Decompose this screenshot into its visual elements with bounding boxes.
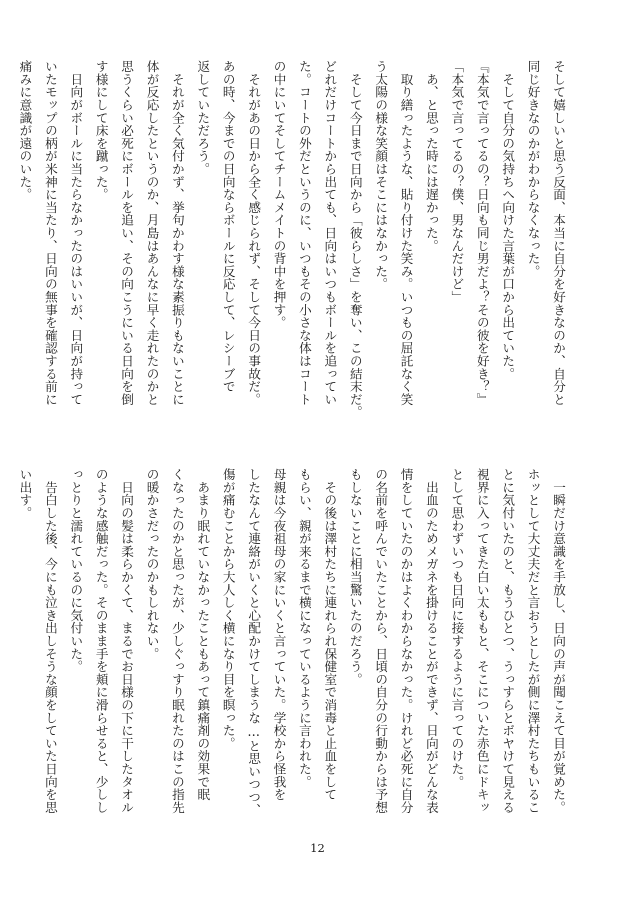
- text-line: 返していただろう。: [195, 60, 211, 176]
- page-number: 12: [310, 841, 325, 855]
- text-line: 出血のためメガネを掛けることができず、日向がどんな表: [423, 468, 439, 814]
- text-line: そして嬉しいと思う反面、本当に自分を好きなのか、自分と: [551, 60, 566, 406]
- text-line: の中にいてそしてチームメイトの背中を押す。: [271, 60, 287, 329]
- text-line: た。コートの外だというのに、いつもその小さな体はコート: [296, 60, 312, 406]
- text-line: のような感触だった。そのまま手を頬に滑らせると、少しし: [93, 468, 109, 814]
- text-line: くなったのかと思ったが、少しぐっすり眠れたのはこの指先: [169, 468, 185, 814]
- text-line: もらい、親が来るまで横になっているように言われた。: [296, 468, 312, 788]
- text-line: 取り繕ったような、貼り付けた笑み。いつもの屈託なく笑: [398, 60, 414, 406]
- text-line: あ、と思った時には遅かった。: [423, 60, 439, 252]
- text-line: の名前を呼んでいたことから、日頃の自分の行動からは予想: [373, 468, 389, 814]
- text-block-top: [17, 60, 571, 443]
- text-line: い出す。: [17, 468, 33, 520]
- text-line: ホッとして大丈夫だと言おうとしたが側に澤村たちもいるこ: [525, 468, 541, 814]
- text-line: う太陽の様な笑顔はそこにはなかった。: [373, 60, 389, 291]
- text-line: 日向の髪は柔らかくて、まるでお日様の下に干したタオル: [119, 468, 135, 814]
- text-line: あまり眠れていなかったこともあって鎮痛剤の効果で眠: [195, 468, 211, 801]
- text-line: っとりと濡れているのに気付いた。: [68, 468, 84, 673]
- text-line: いたモップの柄が米神に当たり、日向の無事を確認する前に: [42, 60, 58, 406]
- text-line: 一瞬だけ意識を手放し、日向の声が聞こえて目が覚めた。: [551, 468, 566, 814]
- text-line: その後は澤村たちに連れられ保健室で消毒と止血をして: [322, 468, 338, 801]
- text-line: とに気付いたのと、もうひとつ、うっすらとボヤけて見える: [500, 468, 516, 814]
- text-line: 視界に入ってきた白い太ももと、そこについた赤色にドキッ: [474, 468, 490, 814]
- text-line: そして今日まで日向から「彼らしさ」を奪い、この結末だ。: [347, 60, 363, 419]
- text-line: それがあの日から全く感じられず、そして今日の事故だ。: [246, 60, 262, 406]
- text-line: 体が反応したというのか、月島はあんなに早く走れたのかと: [144, 60, 160, 406]
- text-line: 「本気で言ってるの？僕、男なんだけど」: [449, 60, 465, 304]
- text-line: したなんて連絡がいくと心配かけてしまうな…と思いつつ、: [246, 468, 262, 816]
- text-line: もしないことに相当驚いたのだろう。: [347, 468, 363, 686]
- text-line: 母親は今夜祖母の家にいくと言っていた。学校から怪我を: [271, 468, 287, 801]
- text-line: 情をしていたのかはよくわからなかった。けれど必死に自分: [398, 468, 414, 814]
- text-line: 同じ好きなのかがわからなくなった。: [525, 60, 541, 278]
- text-line: 『本気で言ってるの？日向も同じ男だよ？その彼を好き？』: [474, 60, 490, 406]
- text-line: 日向がボールに当たらなかったのはいいが、日向が持って: [68, 60, 84, 406]
- text-line: それが全く気付かず、挙句かわす様な素振りもないことに: [169, 60, 185, 406]
- text-block-bottom: [17, 468, 571, 828]
- text-line: 傷が痛むことから大人しく横になり目を瞑った。: [220, 468, 236, 750]
- text-line: す様にして床を蹴った。: [93, 60, 109, 201]
- text-line: の暖かさだったのかもしれない。: [144, 468, 160, 660]
- text-line: そして自分の気持ちへ向けた言葉が口から出ていた。: [500, 60, 516, 380]
- text-line: あの時、今までの日向ならボールに反応して、レシーブで: [220, 60, 236, 393]
- text-line: 痛みに意識が遠のいた。: [17, 60, 33, 201]
- text-line: 告白した後、今にも泣き出しそうな顔をしていた日向を思: [42, 468, 58, 814]
- text-line: として思わずいつも日向に接するように言ってのけた。: [449, 468, 465, 788]
- text-line: 思うくらい必死にボールを追い、その向こうにいる日向を倒: [119, 60, 135, 406]
- text-line: どれだけコートから出ても、日向はいつもボールを追ってい: [322, 60, 338, 406]
